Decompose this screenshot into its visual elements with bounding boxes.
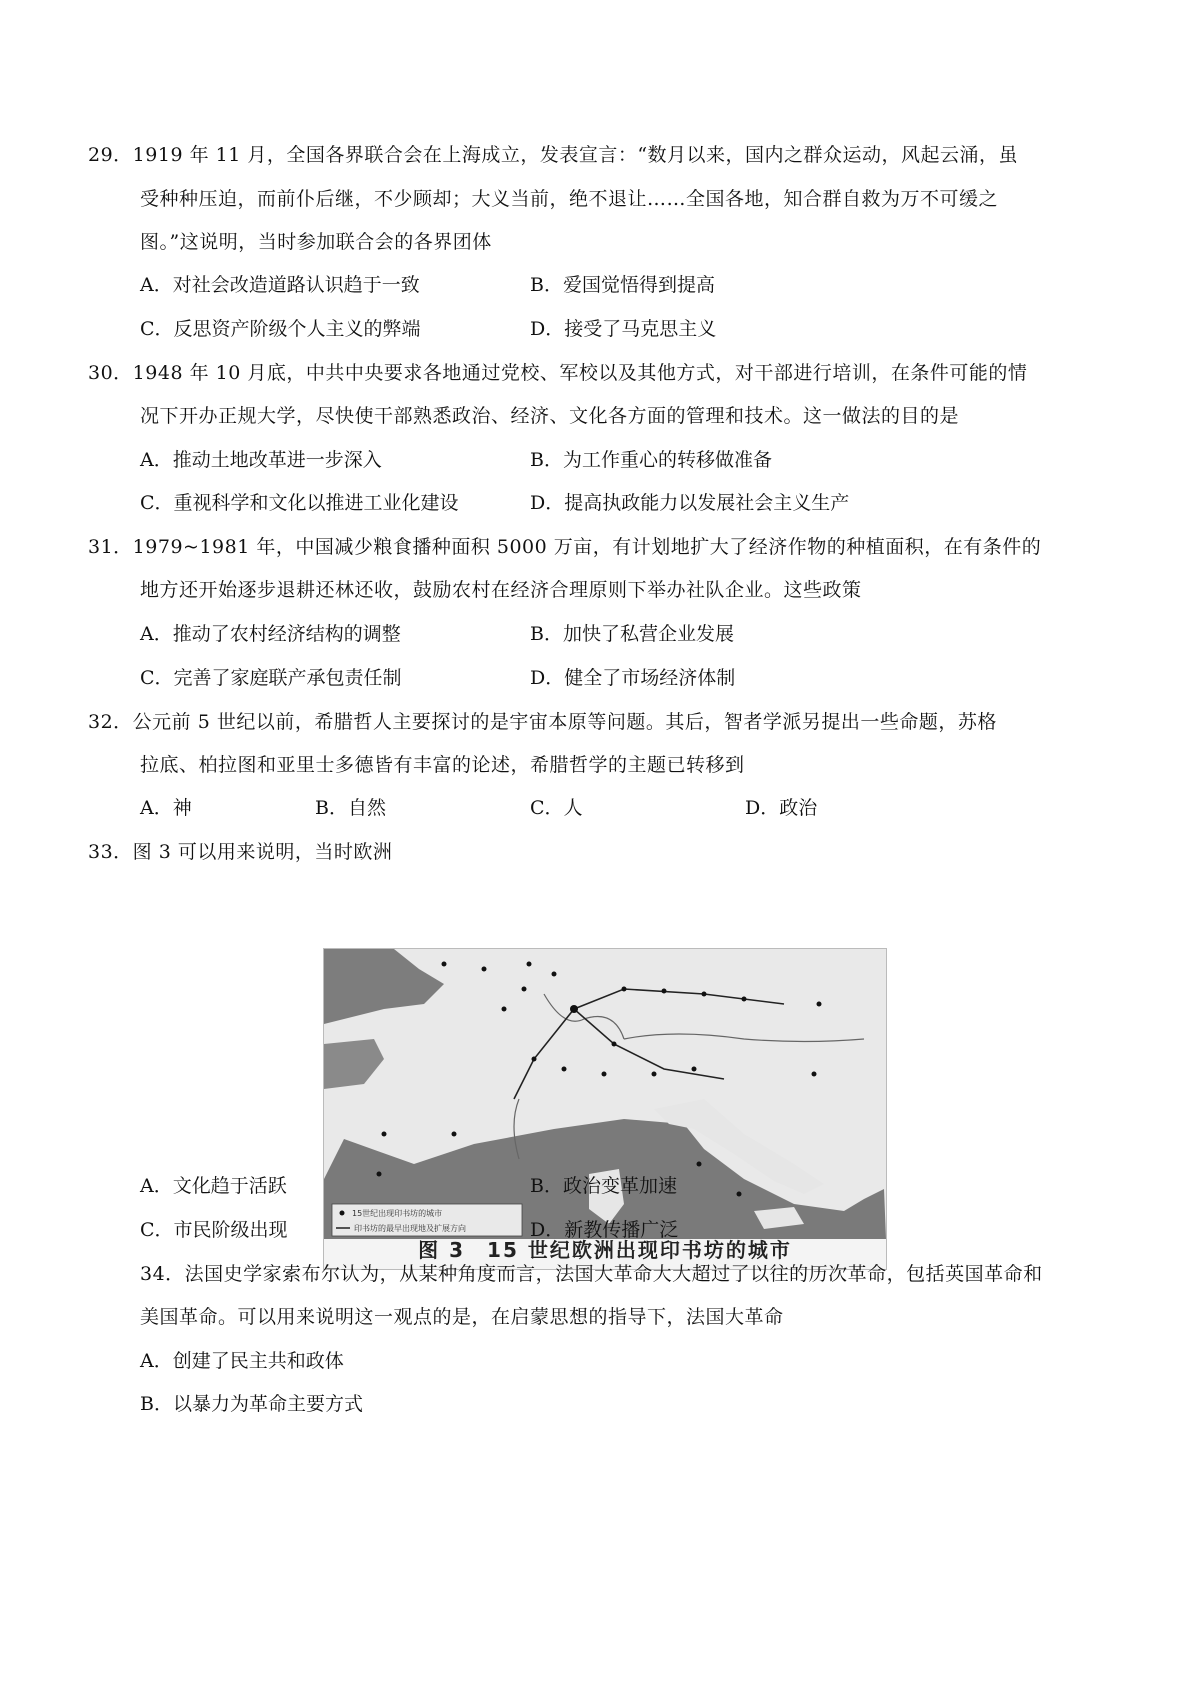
city-dot <box>377 1172 382 1177</box>
q33-option-d[interactable]: D．新教传播广泛 <box>530 1219 679 1241</box>
city-mainz-origin <box>570 1005 578 1013</box>
q31-line-2: 地方还开始逐步退耕还林还收，鼓励农村在经济合理原则下举办社队企业。这些政策 <box>140 579 862 601</box>
city-dot <box>692 1067 697 1072</box>
q29-option-a[interactable]: A．对社会改造道路认识趋于一致 <box>140 274 420 296</box>
legend-item-cities: 15世纪出现印书坊的城市 <box>352 1209 443 1218</box>
city-dot <box>622 987 627 992</box>
q30-option-c[interactable]: C．重视科学和文化以推进工业化建设 <box>140 492 459 514</box>
city-dot <box>702 992 707 997</box>
city-dot <box>522 987 527 992</box>
q31-option-d[interactable]: D．健全了市场经济体制 <box>530 667 736 689</box>
city-dot <box>652 1072 657 1077</box>
q29-option-b[interactable]: B．爱国觉悟得到提高 <box>530 274 715 296</box>
city-dot <box>602 1072 607 1077</box>
legend-item-spread: 印书坊的最早出现地及扩展方向 <box>354 1224 466 1233</box>
q29-option-c[interactable]: C．反思资产阶级个人主义的弊端 <box>140 318 421 340</box>
city-dot <box>742 997 747 1002</box>
q30-option-b[interactable]: B．为工作重心的转移做准备 <box>530 449 772 471</box>
q30-option-d[interactable]: D．提高执政能力以发展社会主义生产 <box>530 492 850 514</box>
q32-line-2: 拉底、柏拉图和亚里士多德皆有丰富的论述，希腊哲学的主题已转移到 <box>140 754 745 776</box>
city-dot <box>532 1057 537 1062</box>
q32-option-c[interactable]: C．人 <box>530 797 583 819</box>
q34-line-1: 34．法国史学家索布尔认为，从某种角度而言，法国大革命大大超过了以往的历次革命，包括英国革命和 <box>140 1263 1043 1285</box>
city-dot <box>502 1007 507 1012</box>
city-dot <box>612 1042 617 1047</box>
q29-line-1: 29．1919 年 11 月，全国各界联合会在上海成立，发表宣言：“数月以来，国内之群众运动，风起云涌，虽 <box>88 144 1019 166</box>
city-dot <box>737 1192 742 1197</box>
q29-line-2: 受种种压迫，而前仆后继，不少顾却；大义当前，绝不退让……全国各地，知合群自救为万不可缓之 <box>140 188 999 210</box>
q34-line-2: 美国革命。可以用来说明这一观点的是，在启蒙思想的指导下，法国大革命 <box>140 1306 784 1328</box>
q31-line-1: 31．1979~1981 年，中国减少粮食播种面积 5000 万亩，有计划地扩大了经济作物的种植面积，在有条件的 <box>88 536 1042 558</box>
q29-line-3: 图。”这说明，当时参加联合会的各界团体 <box>140 231 492 253</box>
city-dot <box>482 967 487 972</box>
q29-option-d[interactable]: D．接受了马克思主义 <box>530 318 717 340</box>
figure-caption: 图 3 15 世纪欧洲出现印书坊的城市 <box>418 1238 792 1262</box>
q33-option-c[interactable]: C．市民阶级出现 <box>140 1219 288 1241</box>
q32-line-1: 32．公元前 5 世纪以前，希腊哲人主要探讨的是宇宙本原等问题。其后，智者学派另提出一些命题，苏格 <box>88 711 997 733</box>
city-dot <box>527 962 532 967</box>
city-dot <box>552 972 557 977</box>
q31-option-a[interactable]: A．推动了农村经济结构的调整 <box>140 623 401 645</box>
q30-line-2: 况下开办正规大学，尽快使干部熟悉政治、经济、文化各方面的管理和技术。这一做法的目的是 <box>140 405 960 427</box>
q32-option-b[interactable]: B．自然 <box>315 797 386 819</box>
city-dot <box>452 1132 457 1137</box>
q32-option-a[interactable]: A．神 <box>140 797 192 819</box>
q34-option-b[interactable]: B．以暴力为革命主要方式 <box>140 1393 363 1415</box>
city-dot <box>817 1002 822 1007</box>
q30-option-a[interactable]: A．推动土地改革进一步深入 <box>140 449 382 471</box>
legend-city-dot <box>340 1211 345 1216</box>
city-dot <box>382 1132 387 1137</box>
city-dot <box>562 1067 567 1072</box>
q31-option-b[interactable]: B．加快了私营企业发展 <box>530 623 734 645</box>
q31-option-c[interactable]: C．完善了家庭联产承包责任制 <box>140 667 402 689</box>
city-dot <box>662 989 667 994</box>
q33-option-a[interactable]: A．文化趋于活跃 <box>140 1175 287 1197</box>
q30-line-1: 30．1948 年 10 月底，中共中央要求各地通过党校、军校以及其他方式，对干部进行培训，在条件可能的情 <box>88 362 1028 384</box>
q33-option-b[interactable]: B．政治变革加速 <box>530 1175 677 1197</box>
q32-option-d[interactable]: D．政治 <box>745 797 818 819</box>
q33-line-1: 33．图 3 可以用来说明，当时欧洲 <box>88 841 393 863</box>
city-dot <box>442 962 447 967</box>
q34-option-a[interactable]: A．创建了民主共和政体 <box>140 1350 344 1372</box>
city-dot <box>812 1072 817 1077</box>
city-dot <box>697 1162 702 1167</box>
